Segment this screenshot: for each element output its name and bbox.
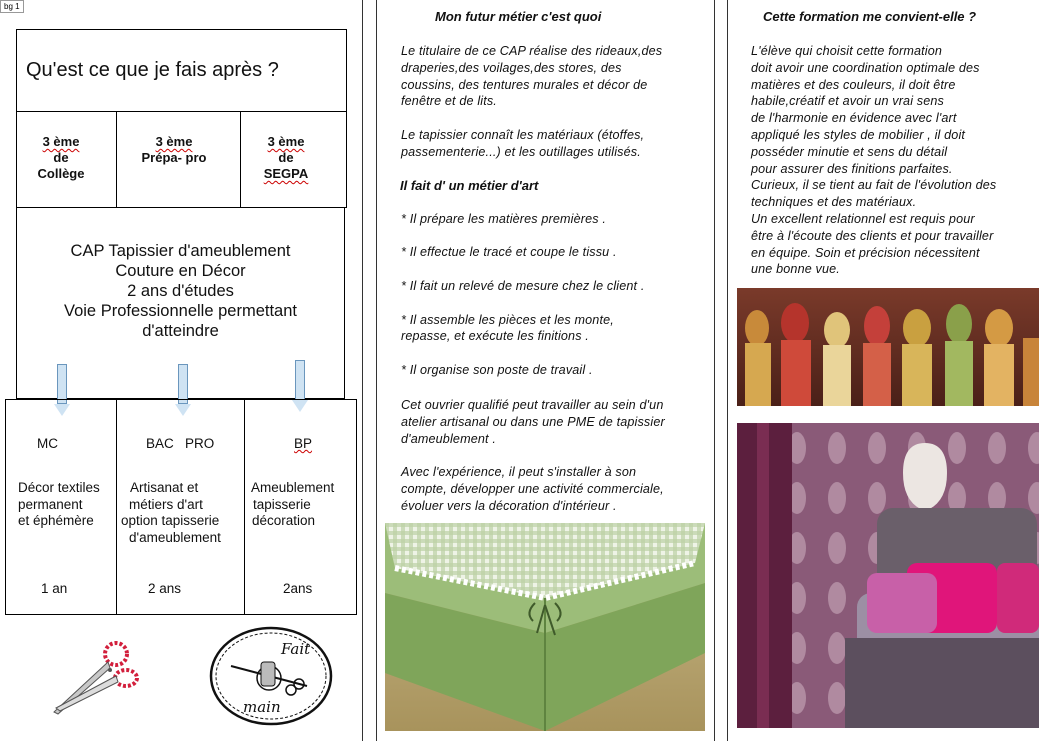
outcome-desc: [18, 480, 100, 530]
text-line: d'ameublement .: [401, 431, 496, 446]
page-title: Qu'est ce que je fais après ?: [16, 29, 347, 112]
level-line: 3 ème: [267, 134, 305, 149]
logo-text-bottom: main: [243, 698, 281, 716]
page-tag: bg 1: [0, 0, 24, 13]
level-line: de: [278, 150, 294, 165]
level-college: [35, 134, 87, 182]
outcome-bp: [251, 400, 356, 614]
scissors-icon: [50, 636, 142, 718]
outcome-desc-line: Décor textiles: [18, 480, 100, 495]
text-line: coussins, des tentures murales et décor de: [401, 77, 648, 92]
text-line: Un excellent relationnel est requis pour: [751, 211, 975, 226]
text-line: draperies,des voilages,des stores, des: [401, 60, 622, 75]
middle-title: Mon futur métier c'est quoi: [435, 9, 602, 24]
logo-text-top: Fait: [281, 640, 311, 658]
level-line: SEGPA: [263, 166, 309, 181]
outcome-duration: 2ans: [283, 581, 313, 596]
column-divider: [376, 0, 377, 741]
text-line: Avec l'expérience, il peut s'installer à son: [401, 465, 637, 479]
text-line: de l'harmonie en évidence avec l'art: [751, 111, 957, 126]
fait-main-logo: [209, 626, 333, 726]
text-line: Cet ouvrier qualifié peut travailler au sein d'un: [401, 398, 664, 412]
outcome-desc-line: option tapisserie: [121, 513, 220, 528]
text-line: techniques et des matériaux.: [751, 195, 917, 210]
outcome-desc-line: Artisanat et: [130, 480, 199, 495]
outcome-label: BAC PRO: [146, 436, 215, 451]
text-line: compte, développer une activité commerciale,: [401, 481, 664, 496]
outcome-label: BP: [294, 436, 313, 451]
column-divider: [362, 0, 363, 741]
text-line: Curieux, il se tient au fait de l'évolution des: [751, 178, 997, 193]
list-item: * Il effectue le tracé et coupe le tissu .: [401, 245, 617, 259]
table-divider: [244, 400, 245, 614]
text-line: doit avoir une coordination optimale des: [751, 60, 980, 75]
text-line: matières et des couleurs, il doit être: [751, 77, 956, 92]
levels-table: [16, 111, 347, 208]
tablecloth-photo: [385, 523, 705, 731]
tassels-photo: [737, 288, 1039, 406]
text-line: en équipe. Soin et précision nécessitent: [751, 245, 980, 260]
list-item: repasse, et exécute les finitions .: [401, 329, 589, 343]
middle-intro2: [401, 127, 644, 161]
text-line: Le titulaire de ce CAP réalise des rideaux,des: [401, 44, 663, 58]
outcome-desc: [251, 480, 334, 530]
outcome-duration: 1 an: [41, 581, 68, 596]
level-line: Prépa- pro: [141, 150, 207, 165]
level-line: 3 ème: [42, 134, 80, 149]
cap-line: Couture en Décor: [115, 262, 246, 280]
middle-subtitle: Il fait d' un métier d'art: [400, 178, 539, 193]
cap-line: Voie Professionnelle permettant: [64, 302, 297, 320]
text-line: passementerie...) et les outillages utilisés.: [401, 144, 641, 159]
level-line: Collège: [37, 166, 85, 181]
text-line: une bonne vue.: [751, 262, 840, 277]
cap-line: CAP Tapissier d'ameublement: [70, 242, 291, 260]
cap-line: 2 ans d'études: [127, 282, 234, 300]
text-line: L'élève qui choisit cette formation: [751, 44, 943, 58]
outcome-label: MC: [37, 436, 58, 451]
armchair-photo: [737, 423, 1039, 728]
list-item: * Il fait un relevé de mesure chez le client .: [401, 279, 645, 293]
outcome-desc-line: métiers d'art: [129, 496, 203, 512]
text-line: atelier artisanal ou dans une PME de tapissier: [401, 414, 665, 429]
right-title: Cette formation me convient-elle ?: [763, 9, 977, 24]
outcome-desc-line: tapisserie: [253, 496, 311, 512]
text-line: posséder minutie et sens du détail: [751, 144, 948, 159]
outcomes-table: [5, 399, 357, 615]
outcome-desc: [120, 480, 221, 546]
outcome-desc-line: Ameublement: [251, 480, 335, 495]
text-line: habile,créatif et avoir un vrai sens: [751, 94, 945, 109]
outcome-desc-line: et éphémère: [18, 513, 94, 528]
table-divider: [116, 112, 117, 207]
text-line: pour assurer des finitions parfaites.: [751, 161, 953, 176]
text-line: Le tapissier connaît les matériaux (étoffes,: [401, 128, 645, 142]
text-line: fenêtre et de lits.: [401, 94, 497, 109]
cap-line: d'atteindre: [142, 322, 219, 340]
list-item: * Il organise son poste de travail .: [401, 363, 593, 377]
level-segpa: [257, 134, 315, 182]
table-divider: [116, 400, 117, 614]
outcome-bac-pro: [120, 400, 242, 614]
outcome-desc-line: décoration: [252, 513, 316, 528]
right-text: [751, 43, 996, 278]
column-divider: [714, 0, 715, 741]
column-divider: [727, 0, 728, 741]
outcome-desc-line: d'ameublement: [129, 529, 221, 545]
level-line: de: [53, 150, 69, 165]
outcome-duration: 2 ans: [148, 581, 182, 596]
middle-para4: [401, 464, 664, 514]
list-item: * Il prépare les matières premières .: [401, 212, 607, 226]
level-prepa-pro: [129, 134, 219, 166]
middle-para3: [401, 397, 665, 447]
text-line: évoluer vers la décoration d'intérieur .: [401, 498, 617, 513]
outcome-mc: [18, 400, 114, 614]
level-line: 3 ème: [155, 134, 193, 149]
table-divider: [240, 112, 241, 207]
text-line: appliqué les styles de mobilier , il doit: [751, 127, 966, 142]
text-line: être à l'écoute des clients et pour travailler: [751, 228, 994, 243]
outcome-desc-line: permanent: [18, 496, 83, 512]
list-item: * Il assemble les pièces et les monte,: [401, 313, 614, 327]
middle-intro: [401, 43, 662, 110]
